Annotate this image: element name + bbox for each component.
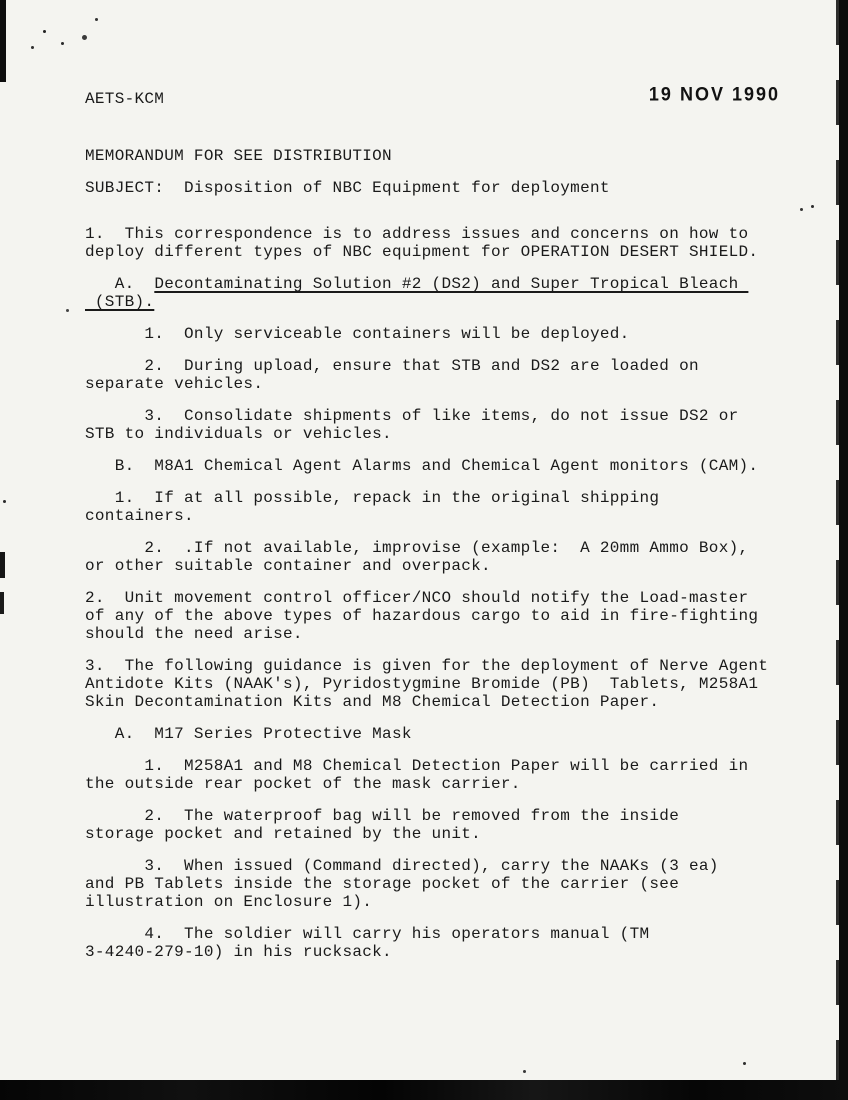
scan-edge-bottom	[0, 1080, 848, 1100]
memo-blank-line	[85, 643, 785, 657]
memo-line: storage pocket and retained by the unit.	[85, 825, 482, 843]
memo-line: 4. The soldier will carry his operators manual (TM	[85, 925, 650, 943]
scan-edge-right	[839, 0, 848, 1100]
memo-line	[85, 293, 785, 311]
memo-line: separate vehicles.	[85, 375, 264, 393]
memo-line: B. M8A1 Chemical Agent Alarms and Chemical Agent monitors (CAM).	[85, 457, 759, 475]
memo-blank-line	[85, 911, 785, 925]
memo-line: or other suitable container and overpack.	[85, 557, 491, 575]
scan-edge-left-top	[0, 0, 6, 82]
memo-blank-line	[85, 793, 785, 807]
memo-underlined-text: Decontaminating Solution #2 (DS2) and Super Tropical Bleach	[154, 275, 749, 293]
memo-line: 1. This correspondence is to address issues and concerns on how to	[85, 225, 749, 243]
memo-line: 3. Consolidate shipments of like items, do not issue DS2 or	[85, 407, 739, 425]
memo-blank-line	[85, 475, 785, 489]
scan-edge-left-dash	[0, 552, 5, 578]
memo-blank-line	[85, 711, 785, 725]
document-lines	[85, 147, 785, 961]
memo-blank-line	[85, 575, 785, 589]
memo-line: 2. The waterproof bag will be removed from the inside	[85, 807, 680, 825]
memo-line: 3. When issued (Command directed), carry the NAAKs (3 ea)	[85, 857, 719, 875]
memo-line: 1. If at all possible, repack in the original shipping	[85, 489, 660, 507]
memo-line: Antidote Kits (NAAK's), Pyridostygmine Bromide (PB) Tablets, M258A1	[85, 675, 759, 693]
memo-blank-line	[85, 393, 785, 407]
memo-line: illustration on Enclosure 1).	[85, 893, 373, 911]
memo-blank-line	[85, 843, 785, 857]
memo-blank-line	[85, 743, 785, 757]
memo-line: deploy different types of NBC equipment for OPERATION DESERT SHIELD.	[85, 243, 759, 261]
office-symbol: AETS-KCM	[85, 90, 165, 108]
date-stamp: 19 NOV 1990	[648, 83, 780, 105]
memo-line: of any of the above types of hazardous cargo to aid in fire-fighting	[85, 607, 759, 625]
memo-line: SUBJECT: Disposition of NBC Equipment for deployment	[85, 179, 610, 197]
memo-line: containers.	[85, 507, 194, 525]
memo-blank-line	[85, 211, 785, 225]
scan-edge-left-dash	[0, 592, 4, 614]
memo-line: 2. During upload, ensure that STB and DS2 are loaded on	[85, 357, 699, 375]
memo-line: 2. .If not available, improvise (example: A 20mm Ammo Box),	[85, 539, 749, 557]
memo-blank-line	[85, 261, 785, 275]
memo-line: 1. M258A1 and M8 Chemical Detection Paper will be carried in	[85, 757, 749, 775]
memo-text: A.	[85, 275, 155, 293]
memo-blank-line	[85, 343, 785, 357]
scan-edge-right-dashes	[836, 0, 839, 1100]
memo-blank-line	[85, 197, 785, 211]
memo-blank-line	[85, 525, 785, 539]
memo-line: STB to individuals or vehicles.	[85, 425, 392, 443]
memo-line: 3. The following guidance is given for the deployment of Nerve Agent	[85, 657, 769, 675]
memo-line: 1. Only serviceable containers will be deployed.	[85, 325, 630, 343]
noise-specks	[43, 30, 46, 33]
memo-line: 2. Unit movement control officer/NCO should notify the Load-master	[85, 589, 749, 607]
memo-line	[85, 275, 785, 293]
memo-line: the outside rear pocket of the mask carrier.	[85, 775, 521, 793]
memo-line: should the need arise.	[85, 625, 303, 643]
memo-blank-line	[85, 165, 785, 179]
memo-line: A. M17 Series Protective Mask	[85, 725, 412, 743]
memo-blank-line	[85, 443, 785, 457]
memo-line: and PB Tablets inside the storage pocket of the carrier (see	[85, 875, 680, 893]
memo-underlined-text: (STB).	[85, 293, 155, 311]
memo-line: MEMORANDUM FOR SEE DISTRIBUTION	[85, 147, 392, 165]
memo-line: Skin Decontamination Kits and M8 Chemical Detection Paper.	[85, 693, 660, 711]
memo-blank-line	[85, 311, 785, 325]
memo-line: 3-4240-279-10) in his rucksack.	[85, 943, 392, 961]
